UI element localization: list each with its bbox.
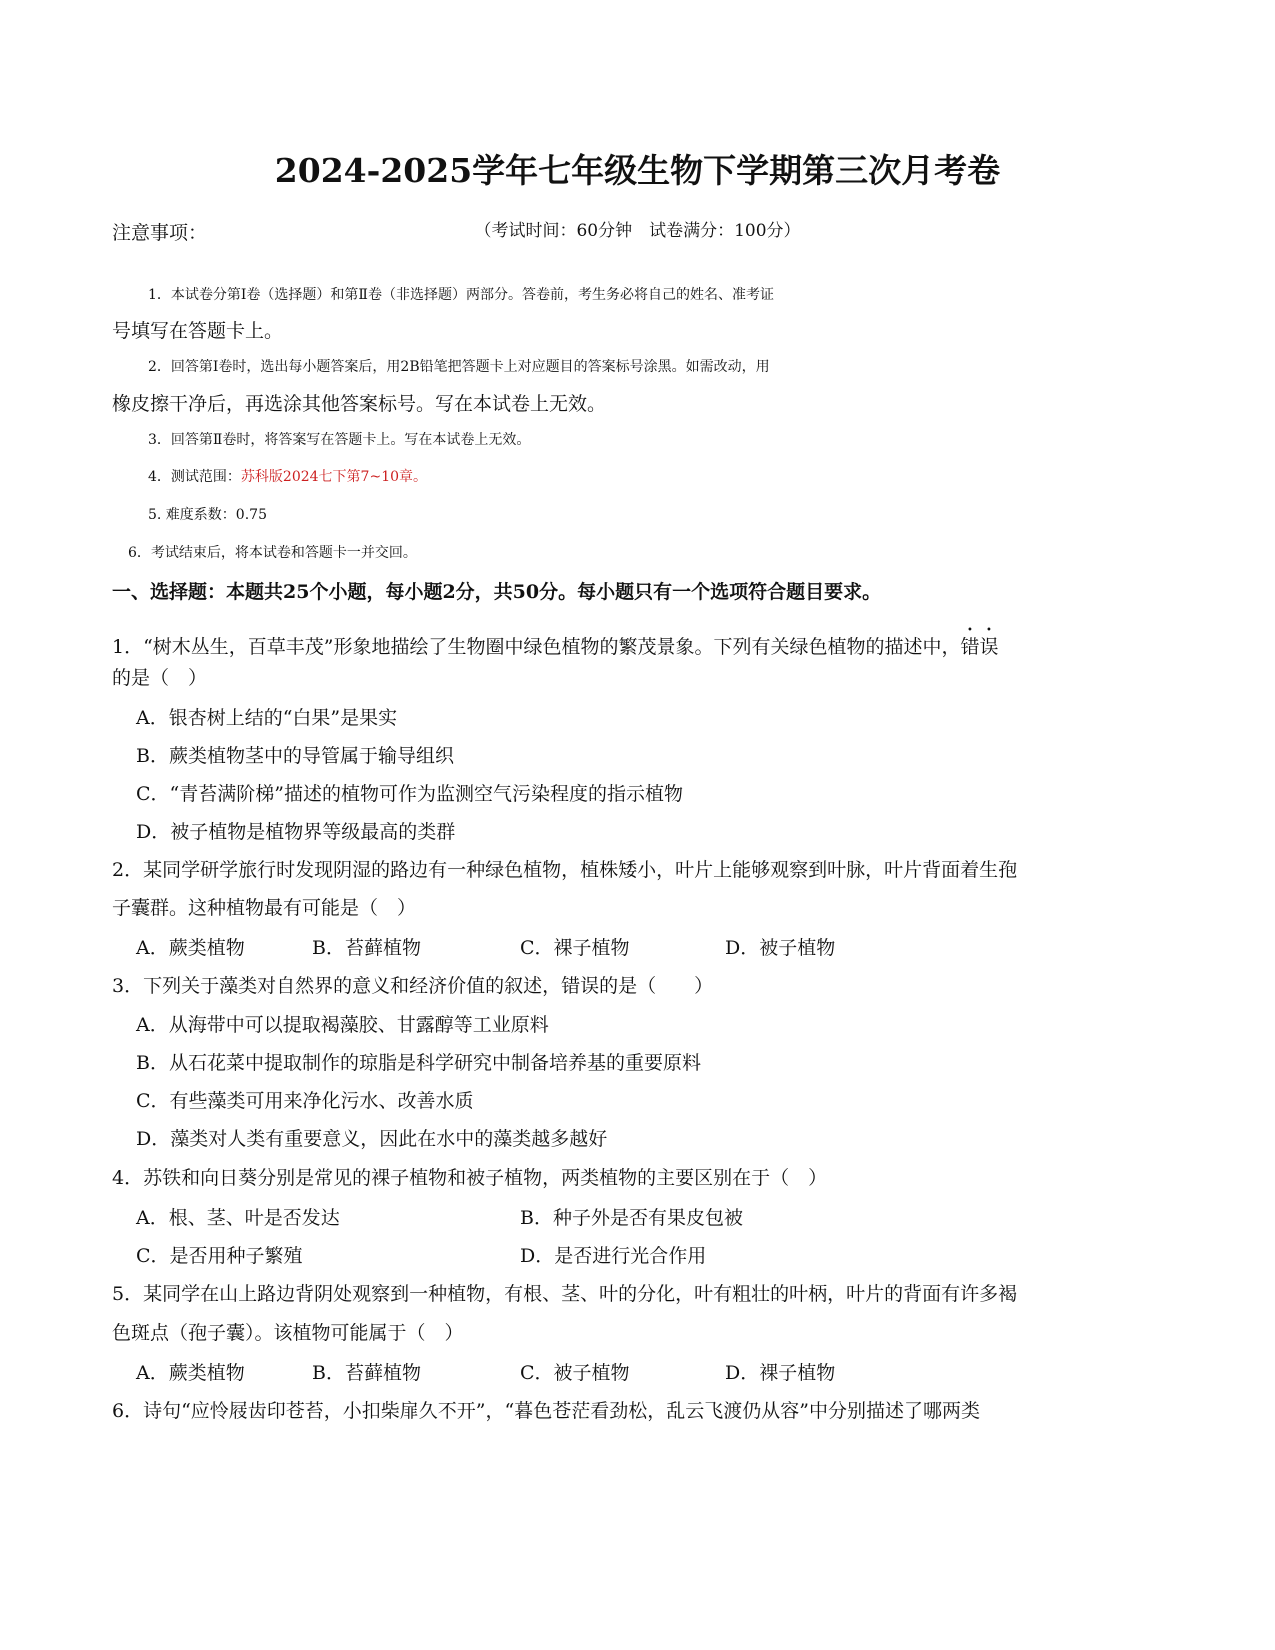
question-4-option-b: B．种子外是否有果皮包被 — [520, 1207, 743, 1229]
note-6: 6．考试结束后，将本试卷和答题卡一并交回。 — [128, 545, 417, 561]
note-1-line-2: 号填写在答题卡上。 — [112, 320, 284, 342]
question-1-option-b: B．蕨类植物茎中的导管属于输导组织 — [136, 745, 454, 767]
question-4-option-a: A．根、茎、叶是否发达 — [136, 1207, 340, 1229]
page-title: 2024-2025学年七年级生物下学期第三次月考卷 — [274, 151, 1001, 190]
question-3-option-b: B．从石花菜中提取制作的琼脂是科学研究中制备培养基的重要原料 — [136, 1052, 701, 1074]
note-5: 5. 难度系数：0.75 — [148, 507, 267, 523]
question-5-option-a: A．蕨类植物 — [136, 1362, 245, 1384]
note-4-label: 4．测试范围： — [148, 469, 241, 485]
question-5-option-c: C．被子植物 — [520, 1362, 630, 1384]
question-5-option-b: B．苔藓植物 — [312, 1362, 421, 1384]
note-2-line-2: 橡皮擦干净后，再选涂其他答案标号。写在本试卷上无效。 — [112, 393, 607, 415]
test-range: 苏科版2024七下第7~10章。 — [240, 469, 428, 485]
question-1-stem-line-2: 的是（ ） — [112, 667, 208, 689]
question-1-option-d: D．被子植物是植物界等级最高的类群 — [136, 821, 456, 843]
exam-info: （考试时间：60分钟 试卷满分：100分） — [474, 221, 801, 241]
emphasis-word: 错误 — [960, 636, 999, 658]
question-5-option-d: D．裸子植物 — [725, 1362, 836, 1384]
question-6-stem-line-1: 6．诗句“应怜屐齿印苍苔，小扣柴扉久不开”，“暮色苍茫看劲松，乱云飞渡仍从容”中分别描述了哪两类 — [112, 1400, 980, 1422]
question-2-option-c: C．裸子植物 — [520, 937, 630, 959]
question-2-stem-line-1: 2．某同学研学旅行时发现阴湿的路边有一种绿色植物，植株矮小，叶片上能够观察到叶脉，叶片背面着生孢 — [112, 859, 1018, 881]
question-2-stem-line-2: 子囊群。这种植物最有可能是（ ） — [112, 897, 417, 919]
question-3-option-a: A．从海带中可以提取褐藻胶、甘露醇等工业原料 — [136, 1014, 549, 1036]
question-4-option-c: C．是否用种子繁殖 — [136, 1245, 303, 1267]
note-2-line-1: 2．回答第Ⅰ卷时，选出每小题答案后，用2B铅笔把答题卡上对应题目的答案标号涂黑。如需改动，用 — [148, 359, 770, 375]
question-2-option-d: D．被子植物 — [725, 937, 836, 959]
question-1-stem-line-1 — [112, 625, 1152, 660]
question-4-option-d: D．是否进行光合作用 — [520, 1245, 707, 1267]
question-3-option-d: D．藻类对人类有重要意义，因此在水中的藻类越多越好 — [136, 1128, 608, 1150]
notes-heading: 注意事项： — [112, 222, 208, 244]
question-1-option-c: C．“青苔满阶梯”描述的植物可作为监测空气污染程度的指示植物 — [136, 783, 683, 805]
section-heading: 一、选择题：本题共25个小题，每小题2分，共50分。每小题只有一个选项符合题目要求。 — [112, 581, 882, 603]
question-2-option-a: A．蕨类植物 — [136, 937, 245, 959]
question-5-stem-line-2: 色斑点（孢子囊）。该植物可能属于（ ） — [112, 1322, 464, 1344]
note-3: 3．回答第Ⅱ卷时，将答案写在答题卡上。写在本试卷上无效。 — [148, 432, 531, 448]
question-3-stem: 3．下列关于藻类对自然界的意义和经济价值的叙述，错误的是（ ） — [112, 975, 714, 997]
note-4 — [148, 464, 1188, 490]
question-1-stem-text: 1．“树木丛生，百草丰茂”形象地描绘了生物圈中绿色植物的繁茂景象。下列有关绿色植物的描述中， — [112, 636, 961, 658]
question-3-option-c: C．有些藻类可用来净化污水、改善水质 — [136, 1090, 474, 1112]
question-4-stem: 4．苏铁和向日葵分别是常见的裸子植物和被子植物，两类植物的主要区别在于（ ） — [112, 1167, 828, 1189]
note-1-line-1: 1．本试卷分第Ⅰ卷（选择题）和第Ⅱ卷（非选择题）两部分。答卷前，考生务必将自己的姓名、准考证 — [148, 287, 774, 303]
question-5-stem-line-1: 5．某同学在山上路边背阴处观察到一种植物，有根、茎、叶的分化，叶有粗壮的叶柄，叶片的背面有许多褐 — [112, 1283, 1018, 1305]
question-1-option-a: A．银杏树上结的“白果”是果实 — [136, 707, 398, 729]
question-2-option-b: B．苔藓植物 — [312, 937, 421, 959]
